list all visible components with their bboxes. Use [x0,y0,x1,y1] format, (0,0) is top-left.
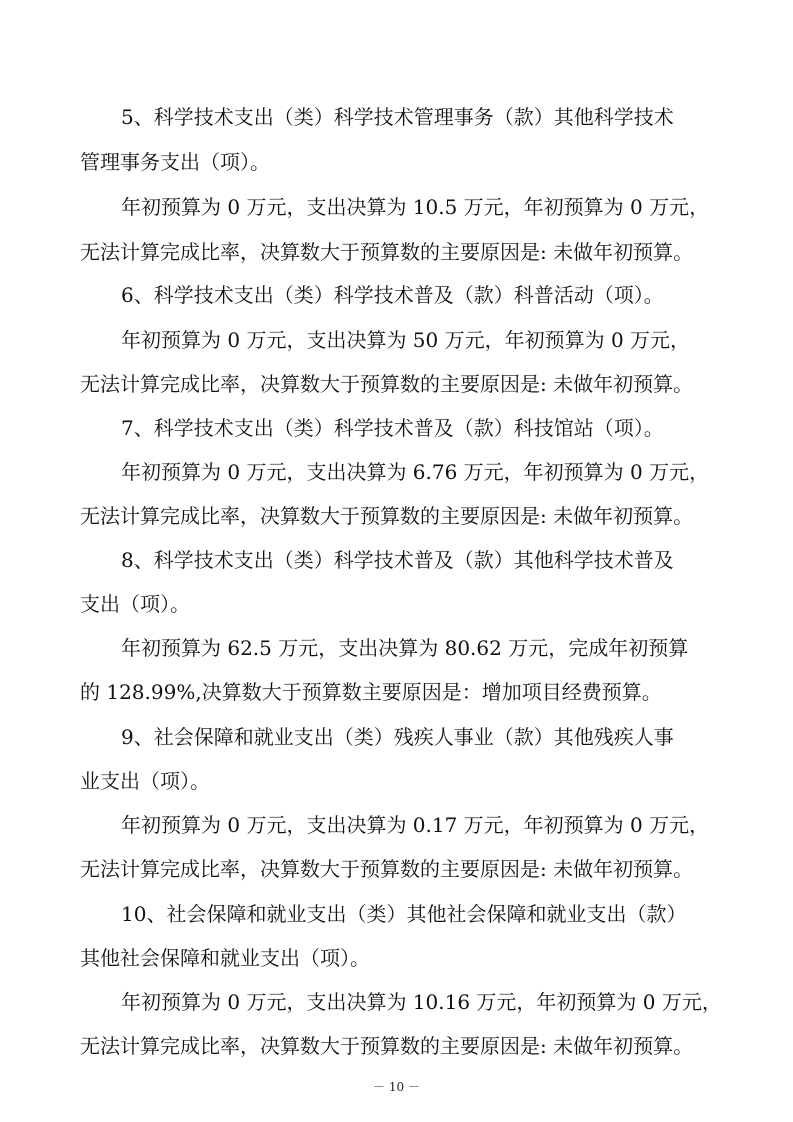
paragraph-line: 年初预算为 0 万元，支出决算为 50 万元，年初预算为 0 万元， [121,328,691,352]
paragraph-line: 无法计算完成比率，决算数大于预算数的主要原因是: 未做年初预算。 [80,504,694,528]
paragraph-line: 年初预算为 0 万元，支出决算为 10.16 万元，年初预算为 0 万元， [121,990,722,1014]
section-heading-continued: 支出（项）。 [80,592,190,616]
paragraph-line: 无法计算完成比率，决算数大于预算数的主要原因是: 未做年初预算。 [80,240,694,264]
paragraph-line: 年初预算为 0 万元，支出决算为 6.76 万元，年初预算为 0 万元， [121,460,710,484]
section-heading: 8、科学技术支出（类）科学技术普及（款）其他科学技术普及 [121,548,674,572]
section-heading-continued: 其他社会保障和就业支出（项）。 [80,946,370,970]
paragraph-line: 无法计算完成比率，决算数大于预算数的主要原因是: 未做年初预算。 [80,372,694,396]
paragraph-line: 年初预算为 0 万元，支出决算为 10.5 万元，年初预算为 0 万元， [121,195,710,219]
section-heading: 10、社会保障和就业支出（类）其他社会保障和就业支出（款） [121,902,687,926]
paragraph-line: 的 128.99%,决算数大于预算数主要原因是：增加项目经费预算。 [80,680,662,704]
paragraph-line: 无法计算完成比率，决算数大于预算数的主要原因是: 未做年初预算。 [80,1034,694,1058]
section-heading-continued: 管理事务支出（项）。 [80,150,270,174]
section-heading: 9、社会保障和就业支出（类）残疾人事业（款）其他残疾人事 [121,725,674,749]
section-heading: 6、科学技术支出（类）科学技术普及（款）科普活动（项）。 [121,283,664,307]
section-heading: 7、科学技术支出（类）科学技术普及（款）科技馆站（项）。 [121,416,664,440]
paragraph-line: 年初预算为 62.5 万元，支出决算为 80.62 万元，完成年初预算 [121,636,689,660]
page-number: － 10 － [373,1080,420,1094]
paragraph-line: 年初预算为 0 万元，支出决算为 0.17 万元，年初预算为 0 万元， [121,813,710,837]
section-heading-continued: 业支出（项）。 [80,769,210,793]
section-heading: 5、科学技术支出（类）科学技术管理事务（款）其他科学技术 [121,105,674,129]
paragraph-line: 无法计算完成比率，决算数大于预算数的主要原因是: 未做年初预算。 [80,857,694,881]
